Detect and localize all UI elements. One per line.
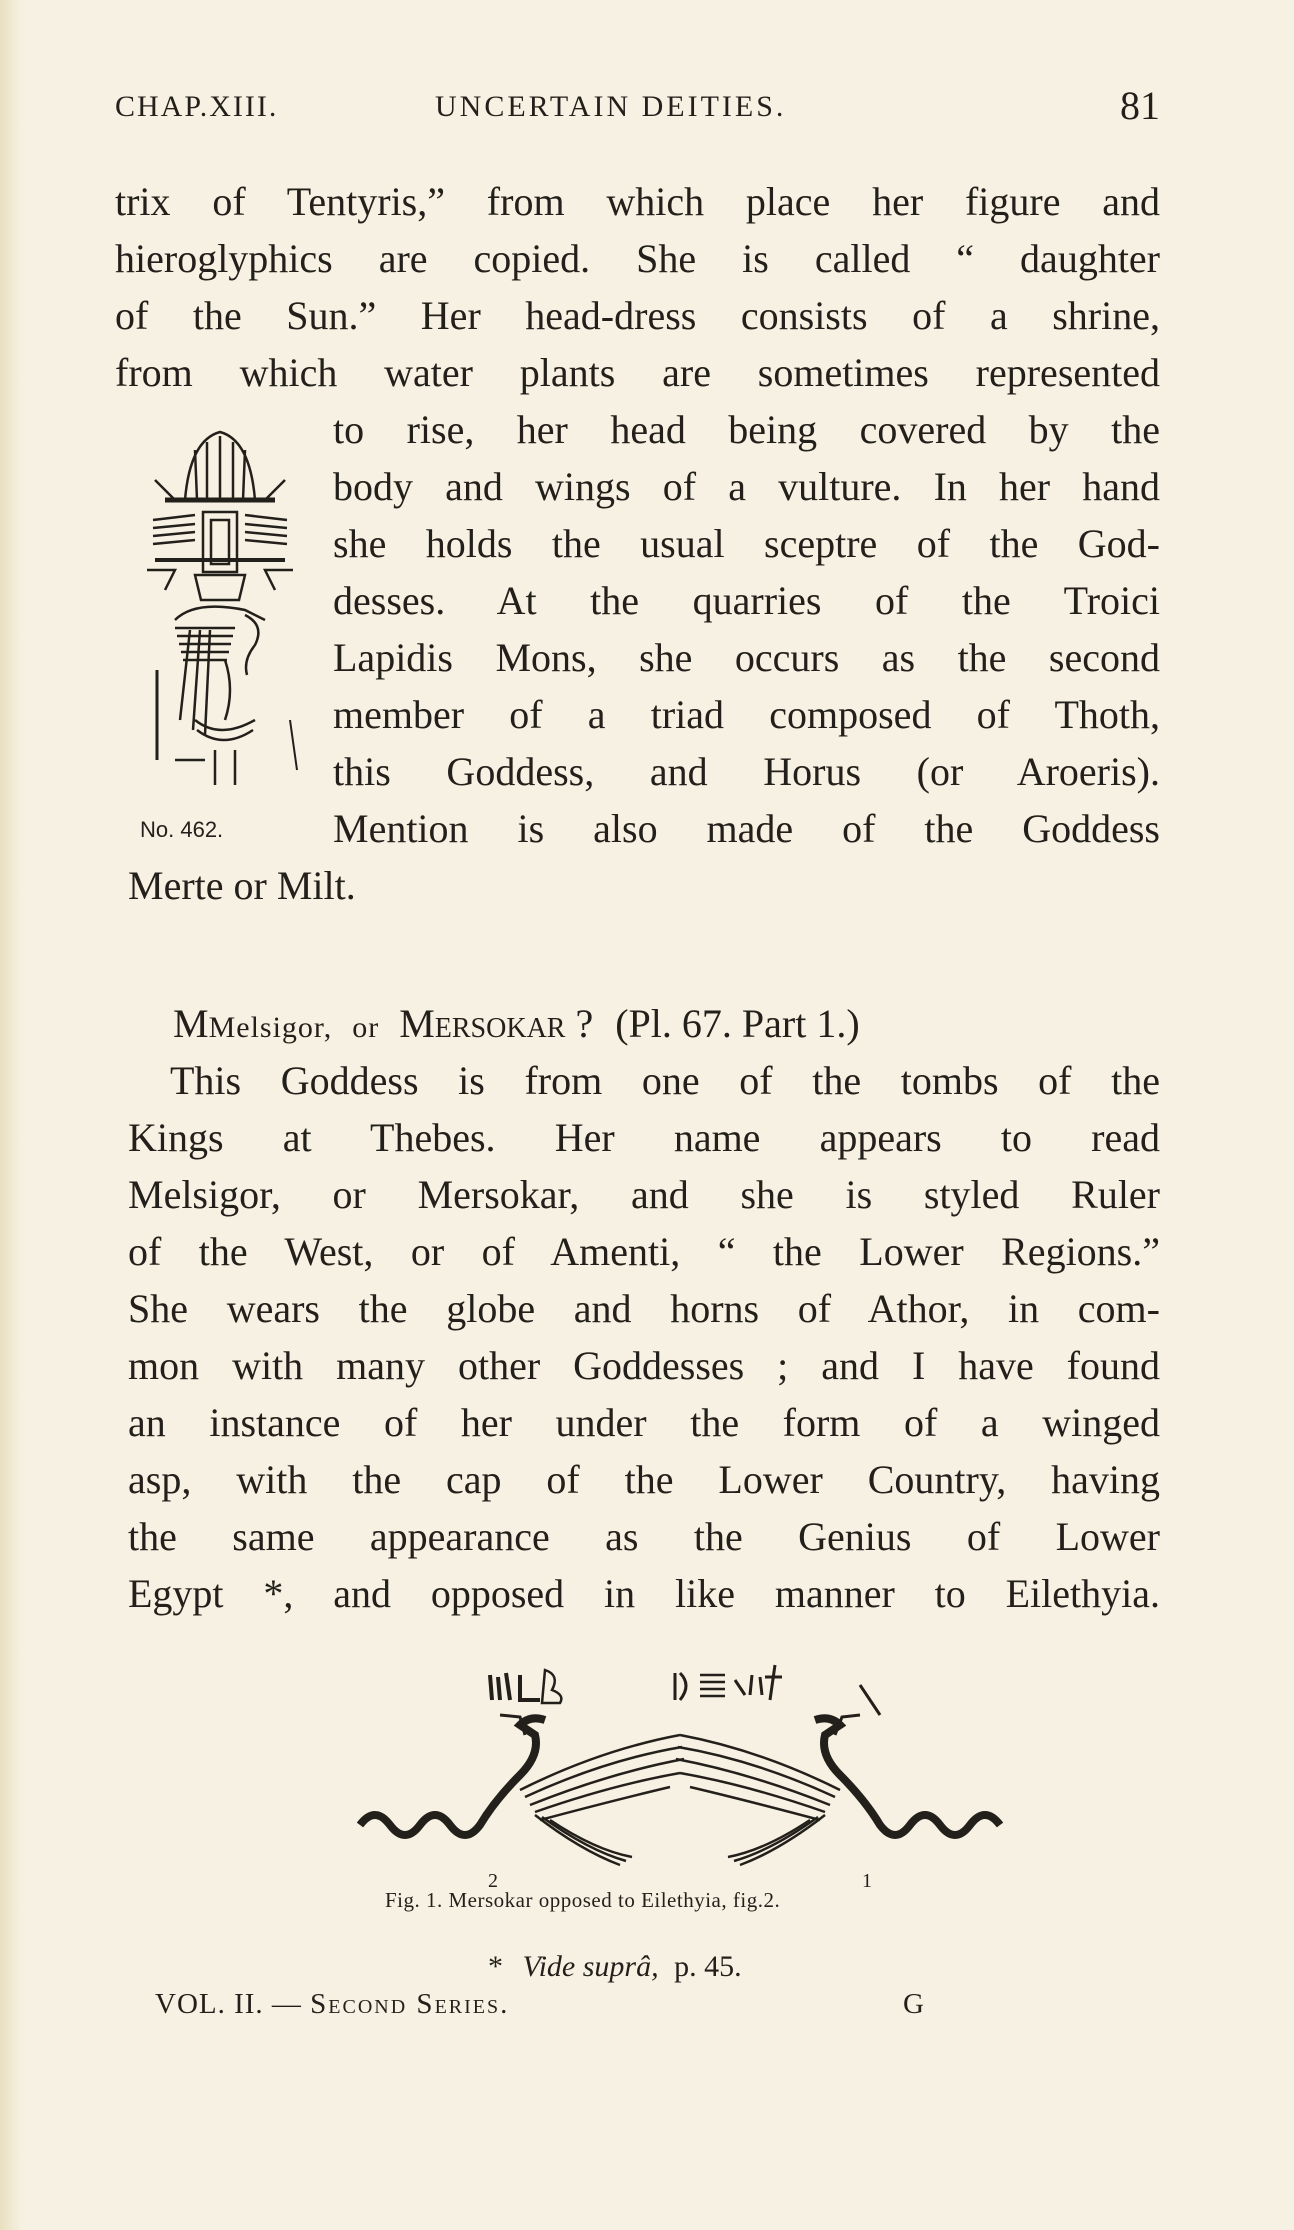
text-line: Melsigor, or Mersokar, and she is styled Ruler bbox=[128, 1172, 1160, 1217]
series-label: Second Series. bbox=[310, 1988, 510, 2020]
winged-asps-illustration bbox=[320, 1655, 1040, 1895]
signature-line bbox=[155, 1988, 925, 2021]
hieroglyphs-left bbox=[490, 1670, 561, 1703]
signature-mark: G bbox=[903, 1988, 925, 2020]
text-line: body and wings of a vulture. In her hand bbox=[333, 464, 1160, 509]
text-line: this Goddess, and Horus (or Aroeris). bbox=[333, 749, 1160, 794]
text-line: Mention is also made of the Goddess bbox=[333, 806, 1160, 851]
hieroglyphs-right bbox=[675, 1665, 782, 1700]
text-line: asp, with the cap of the Lower Country, having bbox=[128, 1457, 1160, 1502]
text-line: Egypt *, and opposed in like manner to Eilethyia. bbox=[128, 1571, 1160, 1616]
section-heading bbox=[173, 1000, 1133, 1047]
running-title: UNCERTAIN DEITIES. bbox=[435, 90, 787, 123]
page-number: 81 bbox=[1120, 83, 1160, 128]
text-line: an instance of her under the form of a winged bbox=[128, 1400, 1160, 1445]
goddess-headdress-illustration bbox=[135, 420, 305, 790]
text-line: Lapidis Mons, she occurs as the second bbox=[333, 635, 1160, 680]
text-line: mon with many other Goddesses ; and I have found bbox=[128, 1343, 1160, 1388]
chapter-label: CHAP.XIII. bbox=[115, 90, 279, 123]
heading-name-mersokar: Mersokar ? bbox=[399, 1001, 594, 1046]
footnote-text: Vide suprâ, bbox=[522, 1950, 659, 1983]
text-line: member of a triad composed of Thoth, bbox=[333, 692, 1160, 737]
text-line: the same appearance as the Genius of Lower bbox=[128, 1514, 1160, 1559]
figure-label-1: 1 bbox=[862, 1870, 872, 1892]
figure-number-462: No. 462. bbox=[140, 817, 224, 842]
text-line: from which water plants are sometimes represented bbox=[115, 350, 1160, 395]
text-line: of the West, or of Amenti, “ the Lower Regions.” bbox=[128, 1229, 1160, 1274]
volume-label: VOL. II. — bbox=[155, 1988, 302, 2020]
text-line: Merte or Milt. bbox=[128, 863, 356, 908]
text-line: to rise, her head being covered by the bbox=[333, 407, 1160, 452]
footnote-page: p. 45. bbox=[674, 1950, 742, 1983]
text-line: Kings at Thebes. Her name appears to read bbox=[128, 1115, 1160, 1160]
text-line: trix of Tentyris,” from which place her figure and bbox=[115, 179, 1160, 224]
running-head bbox=[115, 82, 1160, 132]
figure-caption: Fig. 1. Mersokar opposed to Eilethyia, fig.2. bbox=[385, 1888, 781, 1912]
text-line: desses. At the quarries of the Troici bbox=[333, 578, 1160, 623]
footnote bbox=[488, 1950, 742, 1984]
asp-left bbox=[360, 1715, 684, 1865]
asp-right bbox=[676, 1685, 1000, 1865]
text-line: she holds the usual sceptre of the God- bbox=[333, 521, 1160, 566]
text-line: She wears the globe and horns of Athor, in com- bbox=[128, 1286, 1160, 1331]
heading-name-melsigor: MMelsigor, bbox=[173, 1001, 333, 1046]
heading-or: or bbox=[352, 1011, 380, 1044]
text-line: hieroglyphics are copied. She is called “ daughter bbox=[115, 236, 1160, 281]
footnote-marker: * bbox=[488, 1950, 503, 1983]
text-line: of the Sun.” Her head-dress consists of a shrine, bbox=[115, 293, 1160, 338]
heading-plate-reference: (Pl. 67. Part 1.) bbox=[615, 1001, 860, 1046]
text-line: This Goddess is from one of the tombs of the bbox=[170, 1058, 1160, 1103]
figure-label-2: 2 bbox=[488, 1870, 498, 1892]
